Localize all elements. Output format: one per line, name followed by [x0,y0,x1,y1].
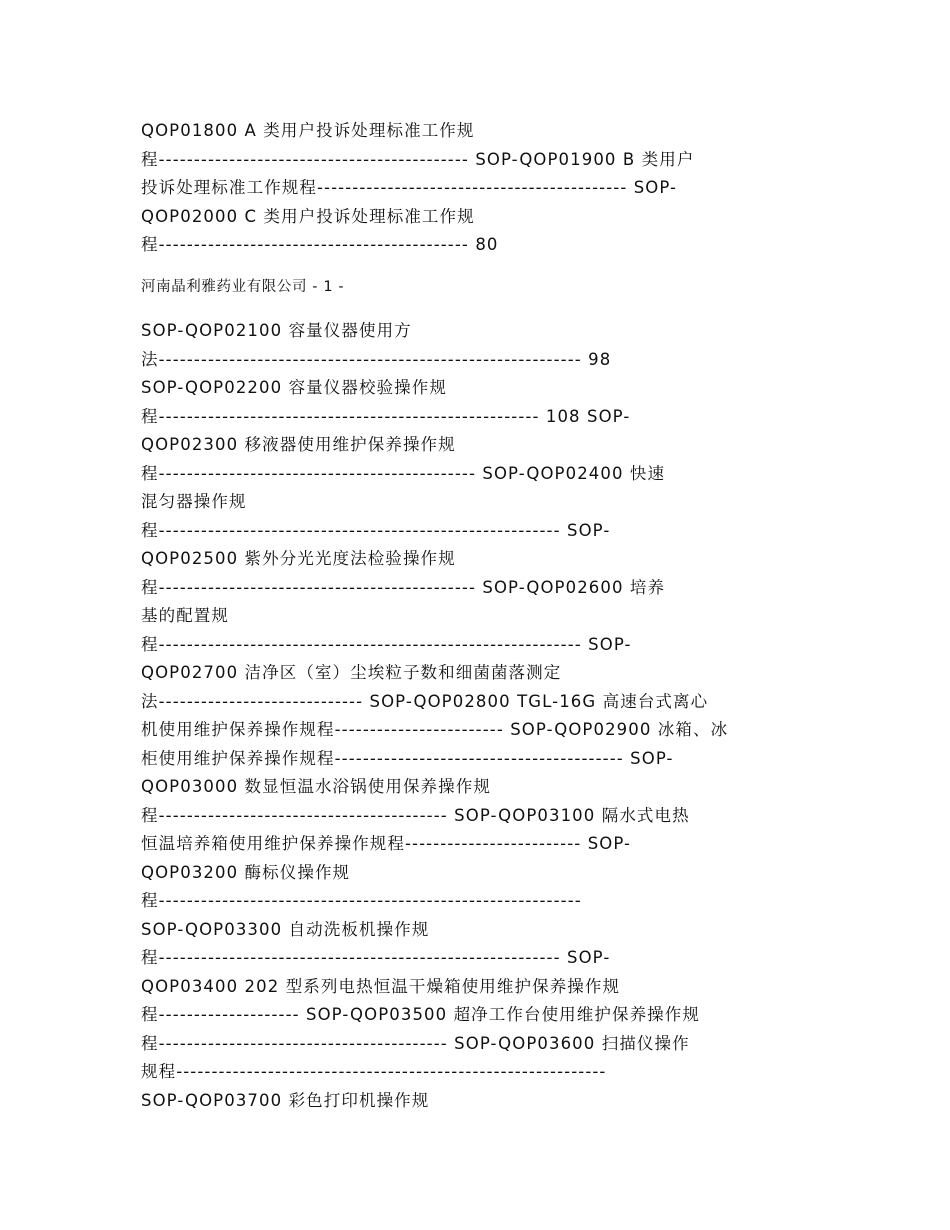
toc-line: SOP-QOP03300 自动洗板机操作规 [141,919,430,939]
toc-block-main [141,317,813,1115]
toc-line: 程------------------------------------------------------------ SOP- [141,634,632,654]
toc-line: 柜使用维护保养操作规程----------------------------------------- SOP- [141,748,674,768]
toc-line: 法----------------------------- SOP-QOP02800 TGL-16G 高速台式离心 [141,691,709,711]
toc-line: 程------------------------------------------------------------ [141,891,582,910]
toc-line: SOP-QOP03700 彩色打印机操作规 [141,1090,430,1110]
toc-line: 程-------------------------------------------- SOP-QOP01900 B 类用户 [141,149,695,169]
toc-line: QOP03200 酶标仪操作规 [141,862,351,882]
toc-line: QOP03400 202 型系列电热恒温干燥箱使用维护保养操作规 [141,976,621,996]
toc-line: 恒温培养箱使用维护保养操作规程------------------------- SOP- [141,834,632,853]
toc-line: SOP-QOP02200 容量仪器校验操作规 [141,378,447,397]
toc-line: QOP03000 数显恒温水浴锅使用保养操作规 [141,777,491,796]
toc-line: 基的配置规 [141,606,229,625]
toc-line: QOP02700 洁净区（室）尘埃粒子数和细菌菌落测定 [141,663,562,682]
toc-line: 程-------------------------------------------- 80 [141,235,499,254]
toc-line: 程------------------------------------------------------ 108 SOP- [141,406,631,426]
toc-line: 机使用维护保养操作规程------------------------ SOP-QOP02900 冰箱、冰 [141,720,729,739]
toc-line: 投诉处理标准工作规程-------------------------------------------- SOP- [141,178,678,197]
page-footer: 河南晶利雅药业有限公司 - 1 - [141,279,345,295]
toc-line: 混匀器操作规 [141,492,247,511]
toc-block-top [141,117,813,260]
toc-line: 程----------------------------------------- SOP-QOP03600 扫描仪操作 [141,1033,690,1053]
toc-line: 程----------------------------------------- SOP-QOP03100 隔水式电热 [141,805,690,825]
toc-line: 规程------------------------------------------------------------- [141,1062,607,1081]
toc-line: 法------------------------------------------------------------ 98 [141,349,612,369]
toc-line: SOP-QOP02100 容量仪器使用方 [141,321,412,340]
toc-line: 程-------------------- SOP-QOP03500 超净工作台使用维护保养操作规 [141,1005,700,1024]
toc-line: QOP02500 紫外分光光度法检验操作规 [141,549,456,568]
toc-line: QOP02000 C 类用户投诉处理标准工作规 [141,206,475,226]
toc-line: 程--------------------------------------------- SOP-QOP02400 快速 [141,463,666,483]
toc-line: 程--------------------------------------------------------- SOP- [141,520,611,540]
toc-line: 程--------------------------------------------------------- SOP- [141,948,611,967]
toc-line: 程--------------------------------------------- SOP-QOP02600 培养 [141,577,666,597]
toc-line: QOP01800 A 类用户投诉处理标准工作规 [141,121,475,140]
toc-line: QOP02300 移液器使用维护保养操作规 [141,435,456,454]
